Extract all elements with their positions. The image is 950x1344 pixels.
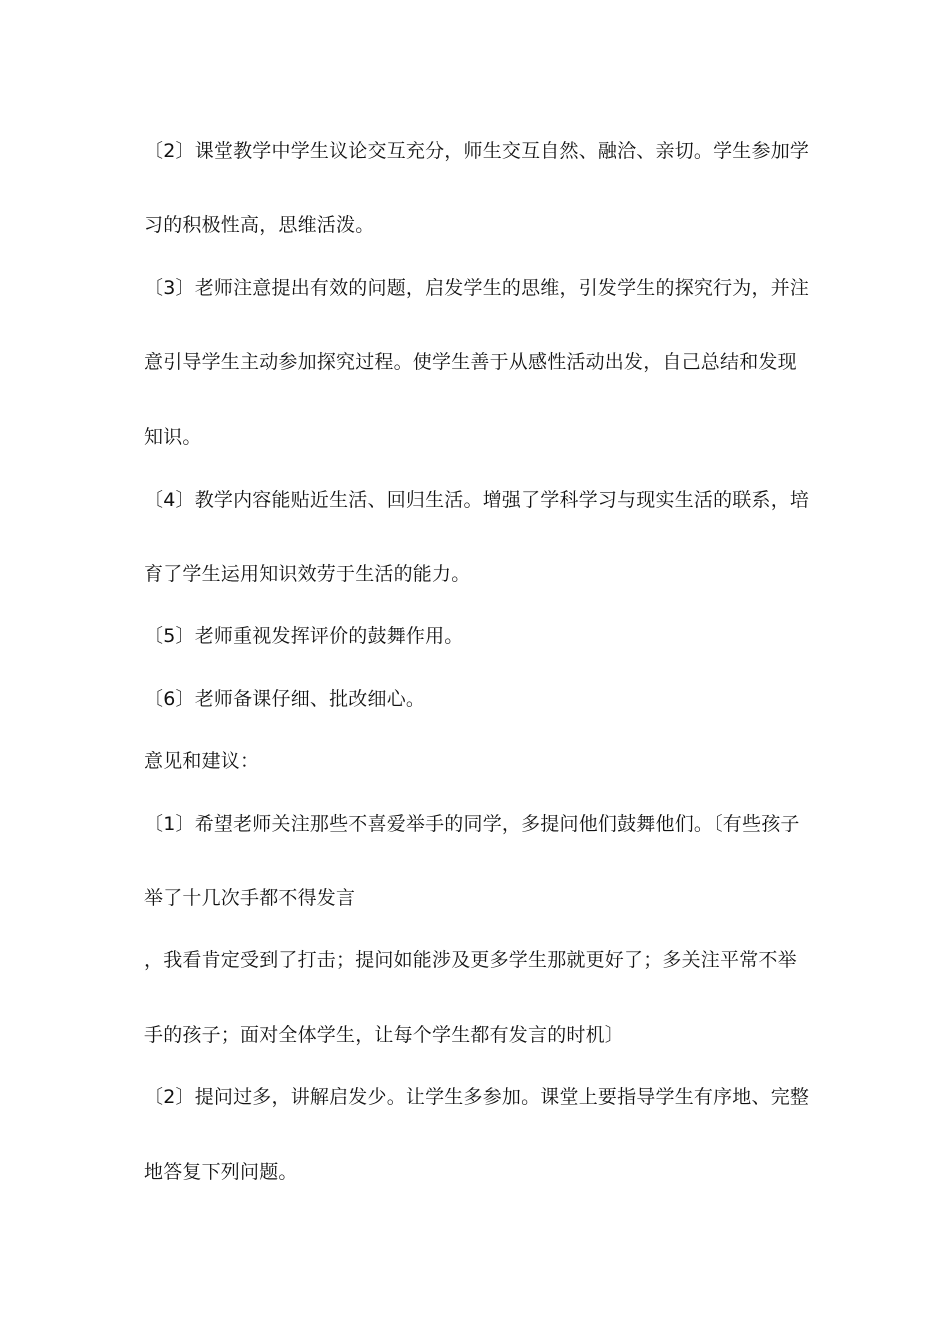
suggestion-1-line-3: ，我看肯定受到了打击；提问如能涉及更多学生那就更好了；多关注平常不举 — [144, 949, 797, 971]
paragraph-2-line-2: 习的积极性高，思维活泼。 — [144, 214, 375, 236]
paragraph-2-line-1: 〔2〕课堂教学中学生议论交互充分，师生交互自然、融洽、亲切。学生参加学 — [144, 140, 810, 162]
suggestion-1-line-2: 举了十几次手都不得发言 — [144, 887, 356, 909]
paragraph-3-line-1: 〔3〕老师注意提出有效的问题，启发学生的思维，引发学生的探究行为，并注 — [144, 277, 810, 299]
suggestion-2-line-2: 地答复下列问题。 — [144, 1161, 298, 1183]
paragraph-4-line-1: 〔4〕教学内容能贴近生活、回归生活。增强了学科学习与现实生活的联系，培 — [144, 489, 810, 511]
paragraph-4-line-2: 育了学生运用知识效劳于生活的能力。 — [144, 563, 471, 585]
suggestion-1-line-1: 〔1〕希望老师关注那些不喜爱举手的同学，多提问他们鼓舞他们。〔有些孩子 — [144, 813, 800, 835]
suggestions-heading: 意见和建议： — [144, 750, 260, 772]
suggestion-1-line-4: 手的孩子；面对全体学生，让每个学生都有发言的时机〕 — [144, 1024, 625, 1046]
paragraph-3-line-2: 意引导学生主动参加探究过程。使学生善于从感性活动出发，自己总结和发现 — [144, 351, 797, 373]
paragraph-5-line-1: 〔5〕老师重视发挥评价的鼓舞作用。 — [144, 625, 464, 647]
paragraph-3-line-3: 知识。 — [144, 426, 202, 448]
suggestion-2-line-1: 〔2〕提问过多，讲解启发少。让学生多参加。课堂上要指导学生有序地、完整 — [144, 1086, 810, 1108]
paragraph-6-line-1: 〔6〕老师备课仔细、批改细心。 — [144, 688, 426, 710]
